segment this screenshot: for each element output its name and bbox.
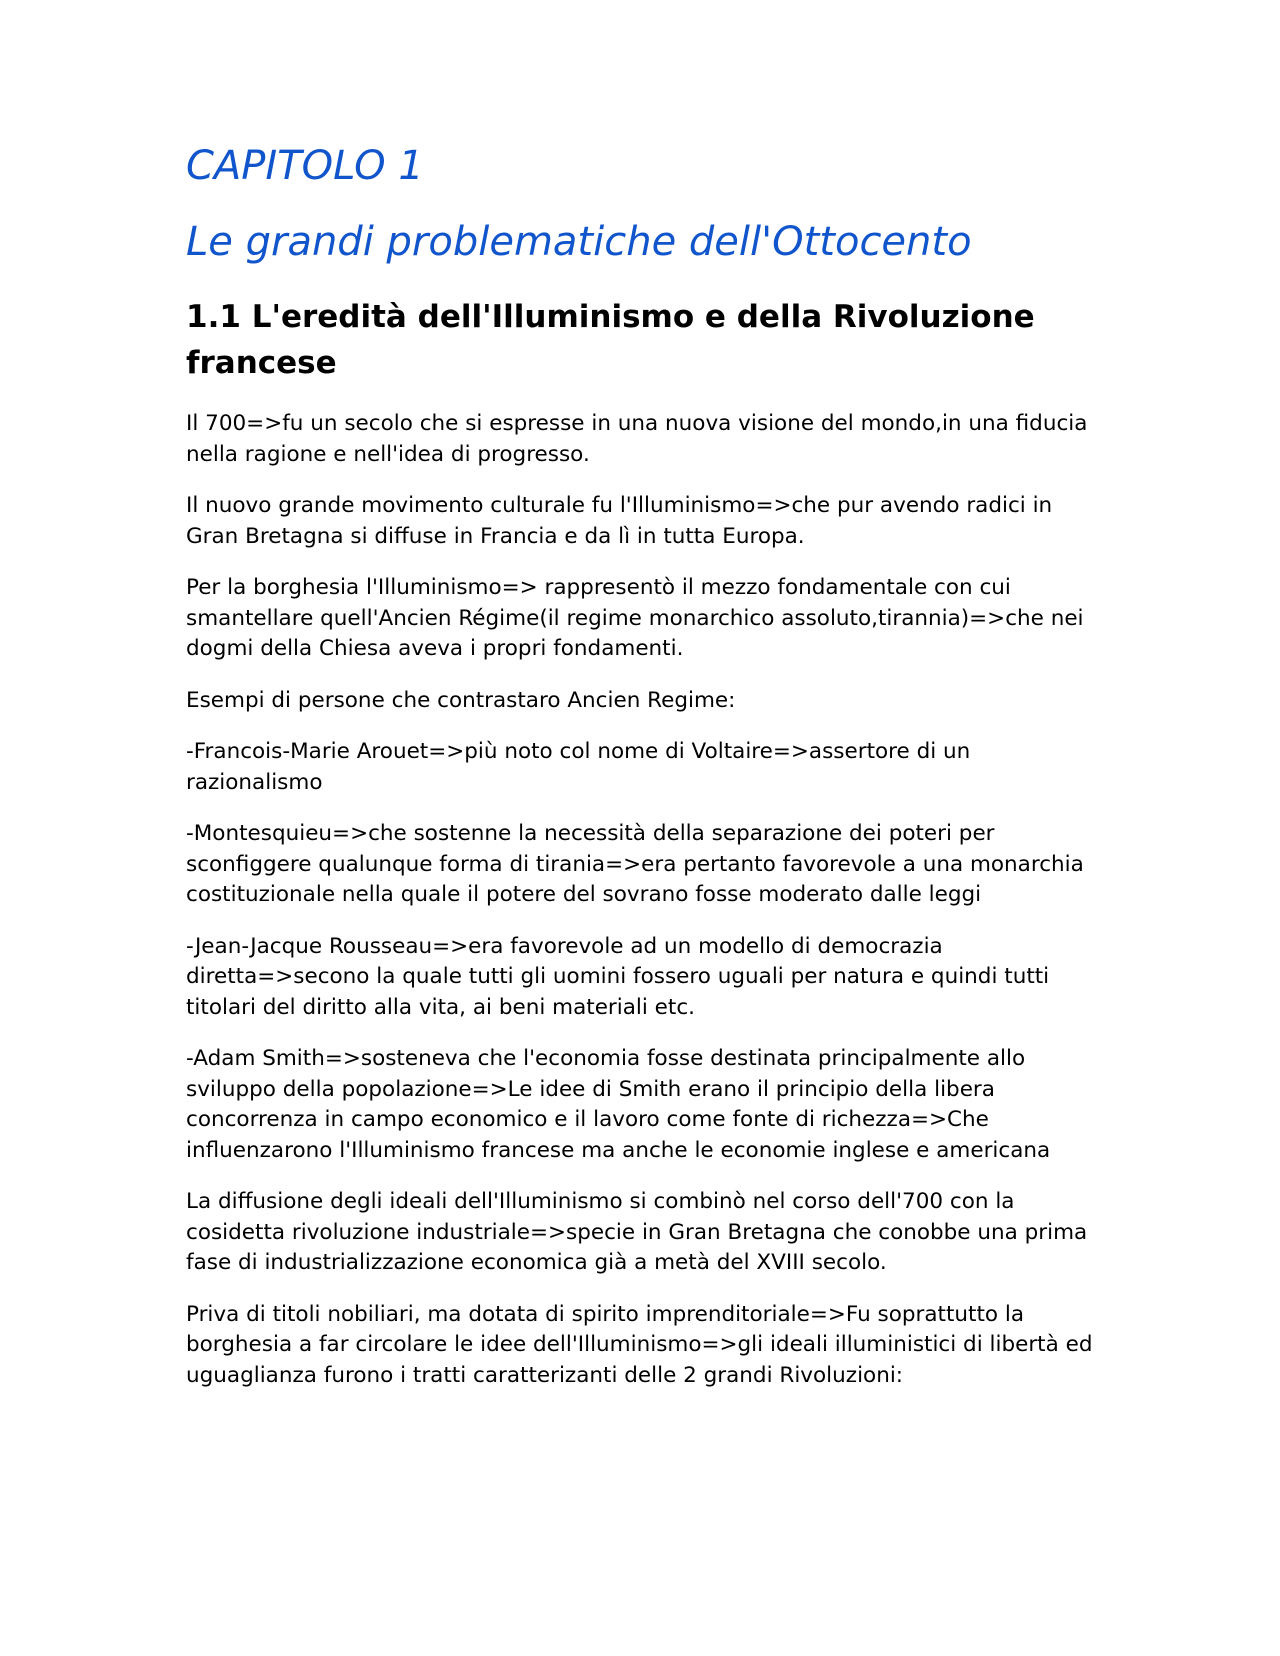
list-item-montesquieu: -Montesquieu=>che sostenne la necessità della separazione dei poteri per sconfiggere qualunque forma di tirania=>era pertanto favorevole a una monarchia costituzionale nella quale il potere del sovrano fosse moderato dalle leggi (186, 821, 1084, 907)
chapter-title: CAPITOLO 1 (186, 143, 424, 189)
paragraph: Il 700=>fu un secolo che si espresse in una nuova visione del mondo,in una fiducia nella ragione e nell'idea di progresso. (186, 411, 1088, 467)
paragraph: Esempi di persone che contrastaro Ancien Regime: (186, 687, 736, 713)
document-page (186, 140, 1106, 1391)
paragraph: Priva di titoli nobiliari, ma dotata di spirito imprenditoriale=>Fu soprattutto la borghesia a far circolare le idee dell'Illuminismo=>gli ideali illuministici di libertà ed uguaglianza furono i tratti caratterizanti delle 2 grandi Rivoluzioni: (186, 1301, 1093, 1388)
paragraph: Il nuovo grande movimento culturale fu l'Illuminismo=>che pur avendo radici in Gran Bretagna si diffuse in Francia e da lì in tutta Europa. (186, 493, 1053, 549)
list-item-adam-smith: -Adam Smith=>sosteneva che l'economia fosse destinata principalmente allo sviluppo della popolazione=>Le idee di Smith erano il principio della libera concorrenza in campo economico e il lavoro come fonte di richezza=>Che influenzarono l'Illuminismo francese ma anche le economie inglese e americana (186, 1046, 1051, 1163)
list-item-rousseau: -Jean-Jacque Rousseau=>era favorevole ad un modello di democrazia diretta=>secono la quale tutti gli uomini fossero uguali per natura e quindi tutti titolari del diritto alla vita, ai beni materiali etc. (186, 933, 1050, 1020)
paragraph: La diffusione degli ideali dell'Illuminismo si combinò nel corso dell'700 con la cosidetta rivoluzione industriale=>specie in Gran Bretagna che conobbe una prima fase di industrializzazione economica già a metà del XVIII secolo. (186, 1189, 1088, 1275)
list-item-voltaire: -Francois-Marie Arouet=>più noto col nome di Voltaire=>assertore di un razionalismo (186, 739, 971, 795)
paragraph: Per la borghesia l'Illuminismo=> rappresentò il mezzo fondamentale con cui smantellare quell'Ancien Régime(il regime monarchico assoluto,tirannia)=>che nei dogmi della Chiesa aveva i propri fondamenti. (186, 575, 1084, 661)
section-heading: 1.1 L'eredità dell'Illuminismo e della Rivoluzione francese (186, 299, 1035, 381)
chapter-subtitle: Le grandi problematiche dell'Ottocento (186, 219, 972, 265)
